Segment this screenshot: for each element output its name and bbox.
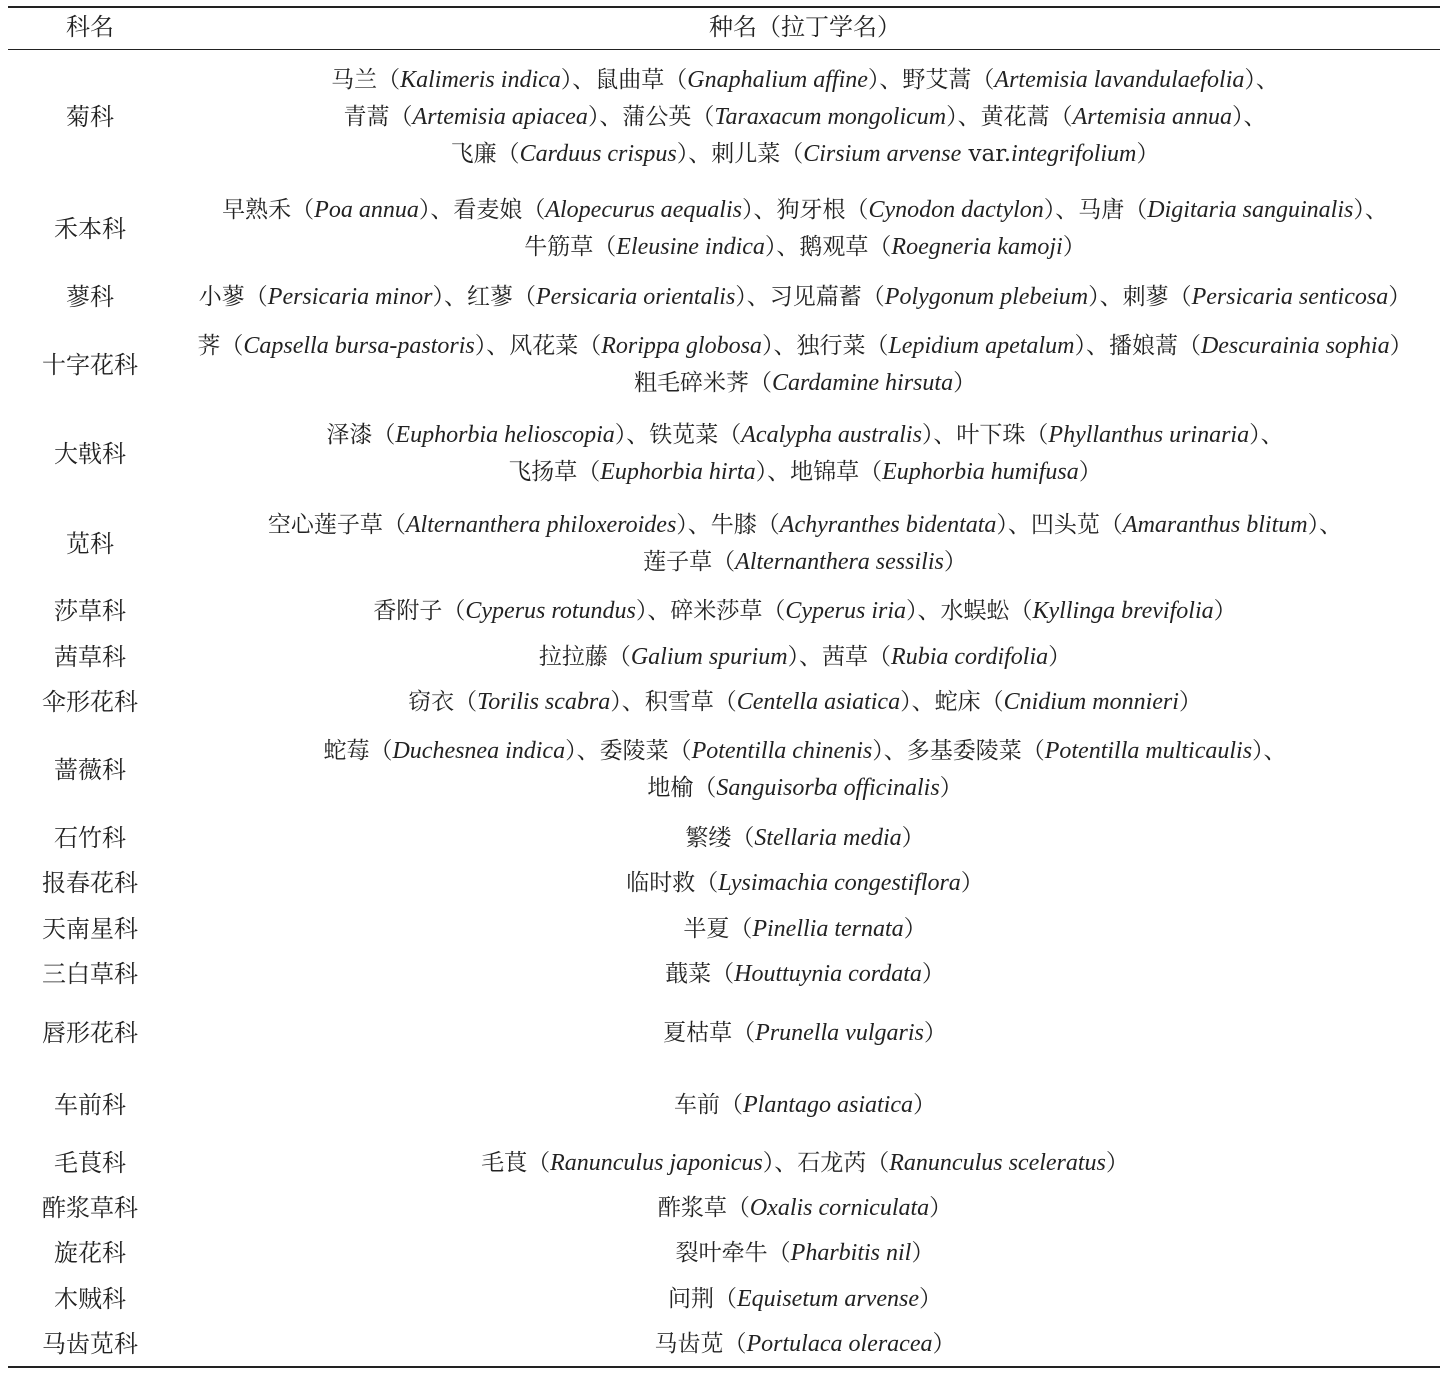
chinese-text: ） [1178, 689, 1202, 715]
species-line [170, 956, 1440, 993]
species-line [170, 770, 1440, 807]
chinese-text: var. [961, 141, 1012, 167]
species-line [170, 328, 1440, 365]
species-line [170, 911, 1440, 948]
species-line [170, 733, 1440, 770]
species-line [170, 279, 1440, 316]
latin-name: Equisetum arvense [737, 1286, 919, 1312]
chinese-text: ）、独行菜（ [761, 333, 889, 359]
latin-name: Polygonum plebeium [884, 284, 1089, 310]
chinese-text: 泽漆（ [326, 422, 396, 448]
chinese-text: 裂叶牵牛（ [675, 1240, 791, 1266]
chinese-text: ）、 [1353, 197, 1388, 223]
latin-name: Sanguisorba officinalis [716, 775, 940, 801]
species-line [170, 1015, 1440, 1052]
latin-name: Potentilla chinenis [691, 738, 873, 764]
latin-name: Portulaca oleracea [746, 1331, 933, 1357]
latin-name: Stellaria media [754, 825, 902, 851]
family-name: 菊科 [66, 103, 114, 131]
chinese-text: ）、凹头苋（ [996, 512, 1123, 538]
latin-name: integrifolium [1011, 141, 1137, 167]
chinese-text: ） [903, 916, 927, 942]
latin-name: Rorippa globosa [601, 333, 762, 359]
chinese-text: ）、委陵菜（ [565, 738, 692, 764]
chinese-text: ）、鹅观草（ [764, 234, 892, 260]
chinese-text: 窃衣（ [408, 689, 478, 715]
latin-name: Plantago asiatica [743, 1092, 913, 1118]
species-line [170, 1190, 1440, 1227]
chinese-text: ） [921, 961, 945, 987]
species-list [170, 279, 1440, 316]
species-list [170, 507, 1440, 581]
family-name: 莎草科 [54, 597, 126, 625]
chinese-text: ） [1136, 141, 1160, 167]
chinese-text: ）、牛膝（ [676, 512, 780, 538]
chinese-text: ）、 [1249, 422, 1284, 448]
latin-name: Houttuynia cordata [734, 961, 922, 987]
chinese-text: ）、红蓼（ [432, 284, 536, 310]
chinese-text: ）、 [1252, 738, 1287, 764]
species-line [170, 820, 1440, 857]
latin-name: Euphorbia helioscopia [395, 422, 615, 448]
latin-name: Pharbitis nil [790, 1240, 912, 1266]
chinese-text: ） [1389, 333, 1413, 359]
chinese-text: ） [953, 370, 977, 396]
chinese-text: ）、播娘蒿（ [1074, 333, 1201, 359]
latin-name: Capsella bursa-pastoris [243, 333, 475, 359]
family-name: 石竹科 [54, 824, 126, 852]
chinese-text: 蛇莓（ [323, 738, 393, 764]
chinese-text: ）、 [1244, 67, 1279, 93]
species-line [170, 684, 1440, 721]
species-list [170, 593, 1440, 630]
species-line [170, 454, 1440, 491]
chinese-text: 蕺菜（ [665, 961, 735, 987]
chinese-text: ）、地锦草（ [755, 459, 883, 485]
latin-name: Galium spurium [630, 644, 788, 670]
chinese-text: ）、鼠曲草（ [560, 67, 688, 93]
family-name: 毛茛科 [54, 1149, 126, 1177]
chinese-text: ） [929, 1195, 953, 1221]
species-list [170, 684, 1440, 721]
chinese-text: 粗毛碎米荠（ [633, 370, 772, 396]
chinese-text: ）、风花菜（ [474, 333, 602, 359]
chinese-text: ）、铁苋菜（ [614, 422, 742, 448]
chinese-text: ）、水蜈蚣（ [906, 598, 1033, 624]
family-name: 大戟科 [54, 440, 126, 468]
chinese-text: 青蒿（ [343, 104, 413, 130]
latin-name: Acalypha australis [741, 422, 922, 448]
species-list [170, 328, 1440, 402]
chinese-text: ）、多基委陵菜（ [872, 738, 1045, 764]
chinese-text: ） [911, 1240, 935, 1266]
chinese-text: ）、习见萹蓄（ [735, 284, 885, 310]
chinese-text: 地榆（ [647, 775, 717, 801]
species-line [170, 507, 1440, 544]
species-line [170, 593, 1440, 630]
chinese-text: ）、看麦娘（ [418, 197, 546, 223]
chinese-text: ）、刺儿菜（ [676, 141, 804, 167]
family-name: 苋科 [66, 530, 114, 558]
species-list [170, 820, 1440, 857]
species-line [170, 639, 1440, 676]
latin-name: Carduus crispus [519, 141, 677, 167]
chinese-text: 拉拉藤（ [538, 644, 631, 670]
chinese-text: ）、狗牙根（ [741, 197, 869, 223]
species-list [170, 1015, 1440, 1052]
latin-name: Alopecurus aequalis [545, 197, 742, 223]
chinese-text: 莲子草（ [643, 549, 736, 575]
species-list [170, 1145, 1440, 1182]
family-name: 报春花科 [42, 869, 138, 897]
chinese-text: ） [1388, 284, 1412, 310]
latin-name: Roegneria kamoji [891, 234, 1063, 260]
chinese-text: 夏枯草（ [663, 1020, 756, 1046]
chinese-text: ） [1062, 234, 1086, 260]
family-name: 天南星科 [42, 915, 138, 943]
species-line [170, 1281, 1440, 1318]
chinese-text: ）、积雪草（ [610, 689, 737, 715]
species-list [170, 733, 1440, 807]
species-line [170, 417, 1440, 454]
chinese-text: 车前（ [674, 1092, 743, 1118]
latin-name: Poa annua [314, 197, 419, 223]
species-line [170, 365, 1440, 402]
table-top-rule [8, 6, 1440, 8]
latin-name: Kalimeris indica [400, 67, 561, 93]
species-line [170, 62, 1440, 99]
chinese-text: 毛茛（ [481, 1150, 551, 1176]
chinese-text: 马齿苋（ [654, 1331, 747, 1357]
species-list [170, 417, 1440, 491]
header-species: 种名（拉丁学名） [709, 13, 901, 41]
latin-name: Phyllanthus urinaria [1048, 422, 1250, 448]
family-name: 旋花科 [54, 1239, 126, 1267]
chinese-text: ）、刺蓼（ [1088, 284, 1192, 310]
latin-name: Ranunculus japonicus [550, 1150, 763, 1176]
latin-name: Achyranthes bidentata [779, 512, 997, 538]
latin-name: Cnidium monnieri [1003, 689, 1179, 715]
chinese-text: ） [1048, 644, 1072, 670]
latin-name: Ranunculus sceleratus [889, 1150, 1106, 1176]
latin-name: Torilis scabra [477, 689, 611, 715]
species-line [170, 136, 1440, 173]
latin-name: Artemisia annua [1072, 104, 1232, 130]
chinese-text: ）、黄花蒿（ [946, 104, 1073, 130]
chinese-text: ） [918, 1286, 942, 1312]
family-name: 三白草科 [42, 960, 138, 988]
latin-name: Alternanthera philoxeroides [405, 512, 677, 538]
species-line [170, 865, 1440, 902]
latin-name: Artemisia lavandulaefolia [994, 67, 1245, 93]
family-name: 唇形花科 [42, 1019, 138, 1047]
species-list [170, 911, 1440, 948]
chinese-text: ） [1078, 459, 1102, 485]
latin-name: Persicaria senticosa [1191, 284, 1389, 310]
latin-name: Prunella vulgaris [755, 1020, 924, 1046]
chinese-text: ）、叶下珠（ [921, 422, 1049, 448]
chinese-text: 马兰（ [331, 67, 401, 93]
chinese-text: ） [960, 870, 984, 896]
chinese-text: 空心莲子草（ [267, 512, 406, 538]
family-name: 木贼科 [54, 1285, 126, 1313]
family-name: 马齿苋科 [42, 1330, 138, 1358]
latin-name: Alternanthera sessilis [735, 549, 944, 575]
chinese-text: 荠（ [197, 333, 244, 359]
chinese-text: 问荆（ [668, 1286, 738, 1312]
latin-name: Euphorbia humifusa [882, 459, 1079, 485]
species-list [170, 1190, 1440, 1227]
latin-name: Cynodon dactylon [868, 197, 1044, 223]
species-list [170, 192, 1440, 266]
latin-name: Kyllinga brevifolia [1032, 598, 1214, 624]
family-name: 伞形花科 [42, 688, 138, 716]
header-family: 科名 [66, 13, 114, 41]
latin-name: Lepidium apetalum [888, 333, 1075, 359]
latin-name: Cyperus iria [785, 598, 907, 624]
species-line [170, 99, 1440, 136]
latin-name: Digitaria sanguinalis [1147, 197, 1354, 223]
chinese-text: ） [1213, 598, 1237, 624]
latin-name: Amaranthus blitum [1122, 512, 1308, 538]
latin-name: Lysimachia congestiflora [718, 870, 961, 896]
species-list [170, 865, 1440, 902]
latin-name: Oxalis corniculata [749, 1195, 930, 1221]
table-bottom-rule [8, 1366, 1440, 1368]
latin-name: Descurainia sophia [1200, 333, 1390, 359]
species-list [170, 1326, 1440, 1363]
latin-name: Centella asiatica [736, 689, 901, 715]
chinese-text: ）、野艾蒿（ [867, 67, 995, 93]
chinese-text: ）、马唐（ [1043, 197, 1148, 223]
species-line [170, 1235, 1440, 1272]
species-line [170, 1087, 1440, 1124]
chinese-text: 小蓼（ [198, 284, 268, 310]
chinese-text: ） [1105, 1150, 1129, 1176]
chinese-text: ）、蛇床（ [900, 689, 1004, 715]
chinese-text: ） [939, 775, 963, 801]
species-line [170, 544, 1440, 581]
chinese-text: ）、茜草（ [787, 644, 892, 670]
table-header-rule [8, 49, 1440, 50]
species-list [170, 639, 1440, 676]
latin-name: Pinellia ternata [752, 916, 904, 942]
latin-name: Rubia cordifolia [891, 644, 1049, 670]
chinese-text: ） [932, 1331, 956, 1357]
latin-name: Artemisia apiacea [412, 104, 588, 130]
species-line [170, 1145, 1440, 1182]
chinese-text: ） [943, 549, 967, 575]
chinese-text: 繁缕（ [685, 825, 755, 851]
chinese-text: ）、碎米莎草（ [635, 598, 786, 624]
species-list [170, 62, 1440, 173]
latin-name: Potentilla multicaulis [1044, 738, 1253, 764]
latin-name: Cirsium arvense [803, 141, 962, 167]
latin-name: Persicaria orientalis [535, 284, 736, 310]
chinese-text: 牛筋草（ [524, 234, 617, 260]
species-list [170, 1087, 1440, 1124]
latin-name: Eleusine indica [616, 234, 765, 260]
chinese-text: 早熟禾（ [222, 197, 315, 223]
chinese-text: ）、石龙芮（ [762, 1150, 890, 1176]
family-name: 十字花科 [42, 351, 138, 379]
family-name: 蓼科 [66, 283, 114, 311]
chinese-text: ）、 [1231, 104, 1267, 130]
species-list [170, 956, 1440, 993]
chinese-text: 酢浆草（ [657, 1195, 750, 1221]
chinese-text: 临时救（ [626, 870, 719, 896]
species-line [170, 229, 1440, 266]
species-list [170, 1235, 1440, 1272]
latin-name: Taraxacum mongolicum [714, 104, 947, 130]
species-line [170, 192, 1440, 229]
chinese-text: ） [901, 825, 925, 851]
chinese-text: ） [913, 1092, 936, 1118]
family-name: 蔷薇科 [54, 756, 126, 784]
chinese-text: ） [923, 1020, 947, 1046]
chinese-text: 飞廉（ [450, 141, 520, 167]
chinese-text: 飞扬草（ [508, 459, 601, 485]
family-name: 禾本科 [54, 215, 126, 243]
latin-name: Persicaria minor [267, 284, 433, 310]
family-name: 酢浆草科 [42, 1194, 138, 1222]
chinese-text: 半夏（ [683, 916, 753, 942]
species-line [170, 1326, 1440, 1363]
chinese-text: 香附子（ [373, 598, 466, 624]
family-name: 车前科 [54, 1091, 126, 1119]
latin-name: Euphorbia hirta [600, 459, 756, 485]
family-name: 茜草科 [54, 643, 126, 671]
latin-name: Gnaphalium affine [687, 67, 868, 93]
chinese-text: ）、 [1307, 512, 1343, 538]
latin-name: Cardamine hirsuta [771, 370, 954, 396]
species-list [170, 1281, 1440, 1318]
latin-name: Duchesnea indica [392, 738, 566, 764]
chinese-text: ）、蒲公英（ [587, 104, 715, 130]
latin-name: Cyperus rotundus [465, 598, 636, 624]
